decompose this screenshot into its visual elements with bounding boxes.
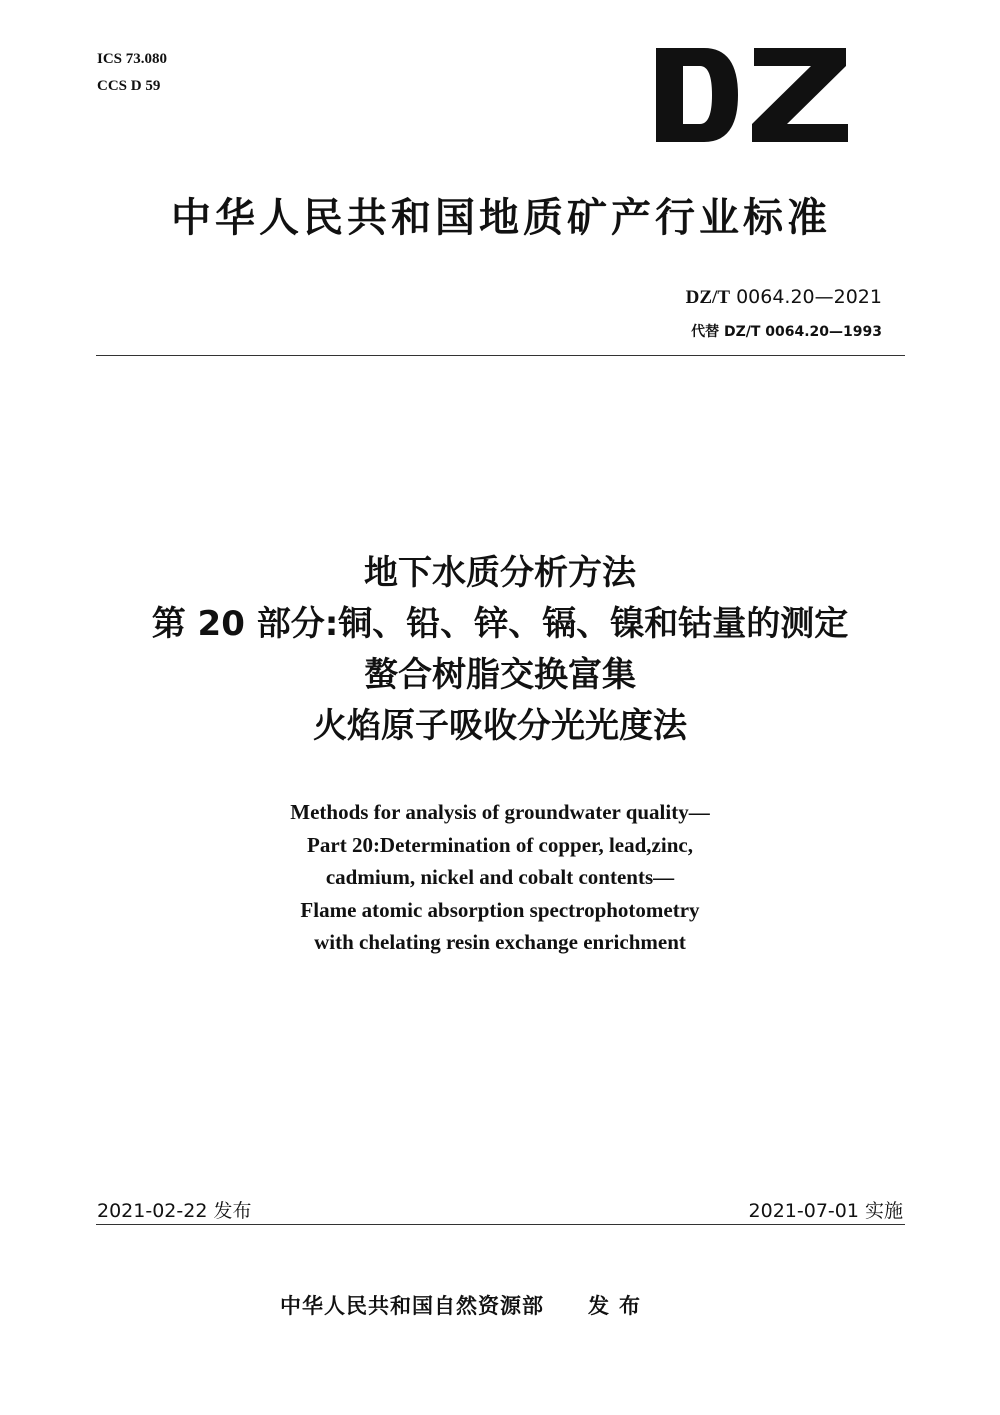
standard-category-title: 中华人民共和国地质矿产行业标准 xyxy=(171,195,831,241)
english-title-line: Methods for analysis of groundwater quality— xyxy=(290,800,710,824)
english-title-line: with chelating resin exchange enrichment xyxy=(314,930,686,954)
chinese-title-line: 螯合树脂交换富集 xyxy=(364,655,636,695)
chinese-title-line: 第 20 部分:铜、铅、锌、镉、镍和钴量的测定 xyxy=(151,604,849,644)
ccs-code: CCS D 59 xyxy=(97,78,161,94)
classification-codes xyxy=(97,46,167,100)
chinese-title xyxy=(60,548,940,752)
issuer-action: 发布 xyxy=(588,1294,650,1318)
issuing-authority xyxy=(280,1290,650,1320)
implement-date: 2021-07-01 实施 xyxy=(748,1200,903,1222)
publish-date: 2021-02-22 发布 xyxy=(97,1200,252,1222)
english-title-line: Flame atomic absorption spectrophotometry xyxy=(300,897,700,922)
replaces-number: 0064.20—1993 xyxy=(765,324,882,340)
standard-number xyxy=(686,286,882,309)
header-divider xyxy=(96,355,905,356)
english-title-line: Part 20:Determination of copper, lead,zinc, xyxy=(307,832,693,857)
chinese-title-line: 火焰原子吸收分光光度法 xyxy=(313,706,687,746)
english-title xyxy=(150,796,850,959)
issuer-name: 中华人民共和国自然资源部 xyxy=(280,1294,544,1318)
chinese-title-line: 地下水质分析方法 xyxy=(364,553,636,593)
english-title-line: cadmium, nickel and cobalt contents— xyxy=(325,865,675,889)
standard-number-value: 0064.20—2021 xyxy=(736,286,882,308)
dz-logo xyxy=(656,48,851,142)
replaces-standard xyxy=(691,321,882,341)
standard-number-prefix: DZ/T xyxy=(685,287,731,308)
replaces-prefix: 代替 DZ/T xyxy=(691,324,761,340)
footer-divider xyxy=(96,1224,905,1225)
ics-code: ICS 73.080 xyxy=(97,51,168,67)
